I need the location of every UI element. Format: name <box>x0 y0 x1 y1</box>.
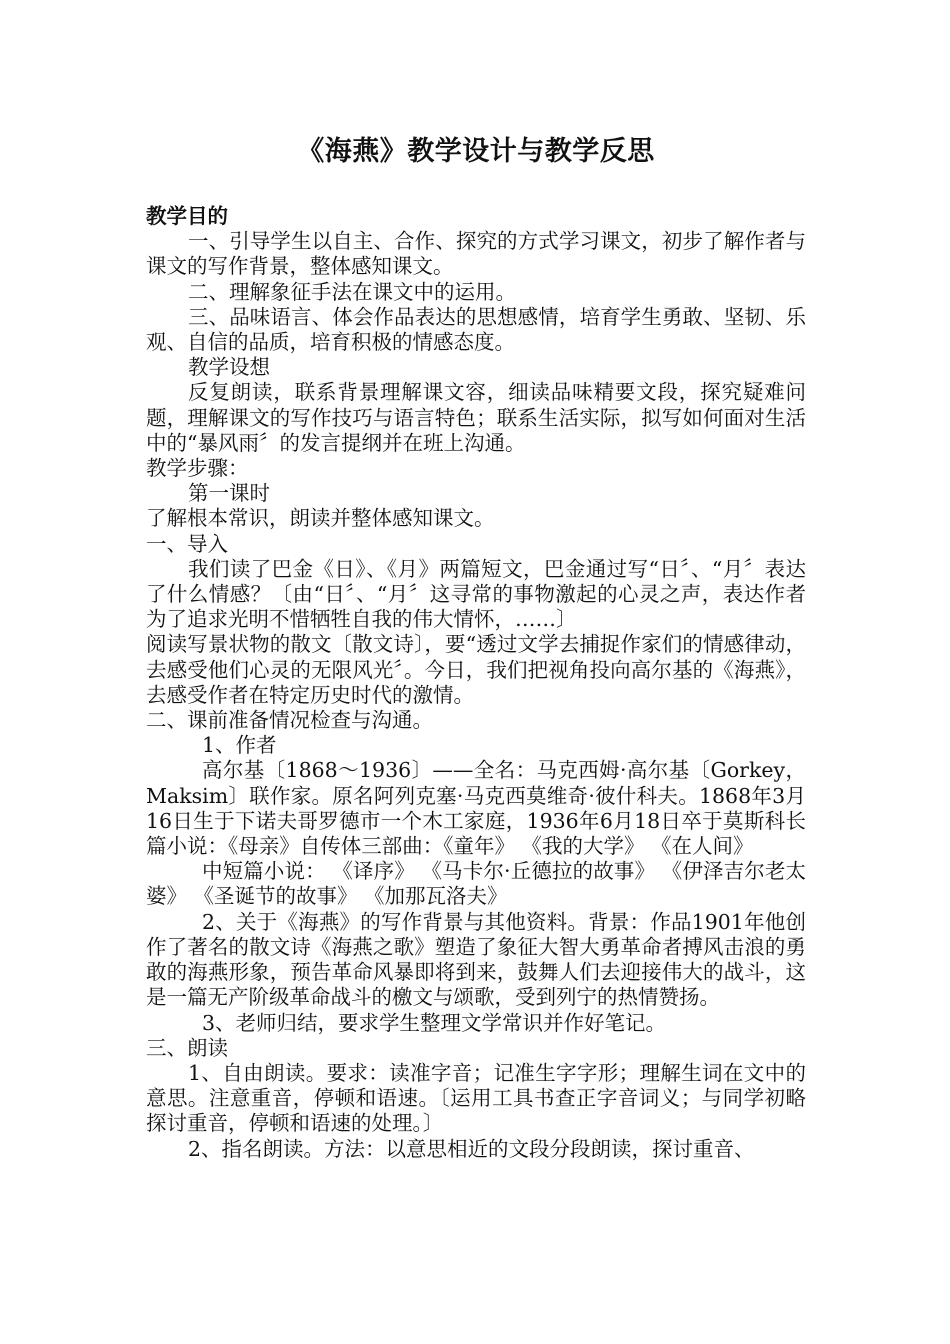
section-heading-teaching-ideas: 教学设想 <box>188 355 270 380</box>
author-heading: 1、作者 <box>202 733 277 758</box>
author-paragraph: 高尔基〔1868～1936〕——全名：马克西姆·高尔基〔Gorkey，Maksim〕联作家。原名阿列克塞·马克西莫维奇·彼什科夫。1868年3月16日生于下诺夫哥罗德市一个木工家庭，1936年6月18日卒于莫斯科长篇小说：《母亲》自传体三部曲：《童年》 《我的大学》 《在人间》 <box>146 758 806 859</box>
lesson-heading: 第一课时 <box>188 481 270 506</box>
document-title: 《海燕》教学设计与教学反思 <box>297 136 655 167</box>
step-heading-intro: 一、导入 <box>146 531 228 556</box>
goal-paragraph-2: 二、理解象征手法在课文中的运用。 <box>188 279 516 304</box>
step-heading-reading: 三、朗读 <box>146 1035 228 1060</box>
goal-paragraph-1: 一、引导学生以自主、合作、探究的方式学习课文，初步了解作者与课文的写作背景，整体感知课文。 <box>146 229 806 279</box>
ideas-paragraph: 反复朗读，联系背景理解课文容，细读品味精要文段，探究疑难问题，理解课文的写作技巧与语言特色；联系生活实际，拟写如何面对生活中的“暴风雨〞的发言提纲并在班上沟通。 <box>146 380 806 455</box>
lesson-summary: 了解根本常识，朗读并整体感知课文。 <box>146 506 495 531</box>
background-paragraph: 2、关于《海燕》的写作背景与其他资料。背景：作品1901年他创作了著名的散文诗《海燕之歌》塑造了象征大智大勇革命者搏风击浪的勇敢的海燕形象，预告革命风暴即将到来，鼓舞人们去迎接伟大的战斗，这是一篇无产阶级革命战斗的檄文与颂歌，受到列宁的热情赞扬。 <box>146 909 806 1010</box>
named-reading-paragraph: 2、指名朗读。方法：以意思相近的文段分段朗读，探讨重音、 <box>188 1136 755 1161</box>
section-heading-teaching-steps: 教学步骤： <box>146 456 249 481</box>
short-stories-paragraph: 中短篇小说： 《译序》 《马卡尔·丘德拉的故事》 《伊泽吉尔老太婆》 《圣诞节的故事》 《加那瓦洛夫》 <box>146 859 806 909</box>
document-page <box>146 132 806 1162</box>
section-heading-teaching-goals: 教学目的 <box>146 204 228 228</box>
free-reading-paragraph: 1、自由朗读。要求：读准字音；记准生字字形；理解生词在文中的意思。注意重音，停顿和语速。〔运用工具书查正字音词义；与同学初略探讨重音，停顿和语速的处理。〕 <box>146 1060 806 1136</box>
reading-guidance-paragraph: 阅读写景状物的散文〔散文诗〕，要“透过文学去捕捉作家们的情感律动，去感受他们心灵的无限风光〞。今日，我们把视角投向高尔基的《海燕》，去感受作者在特定历史时代的激情。 <box>146 632 806 707</box>
intro-paragraph: 我们读了巴金《日》、《月》两篇短文，巴金通过写“日〞、“月〞表达了什么情感？〔由“日〞、“月〞这寻常的事物激起的心灵之声，表达作者为了追求光明不惜牺牲自我的伟大情怀，……〕 <box>146 556 806 632</box>
goal-paragraph-3: 三、品味语言、体会作品表达的思想感情，培育学生勇敢、坚韧、乐观、自信的品质，培育积极的情感态度。 <box>146 304 806 355</box>
step-heading-preparation: 二、课前准备情况检查与沟通。 <box>146 708 433 733</box>
summary-note-paragraph: 3、老师归结，要求学生整理文学常识并作好笔记。 <box>202 1010 667 1035</box>
